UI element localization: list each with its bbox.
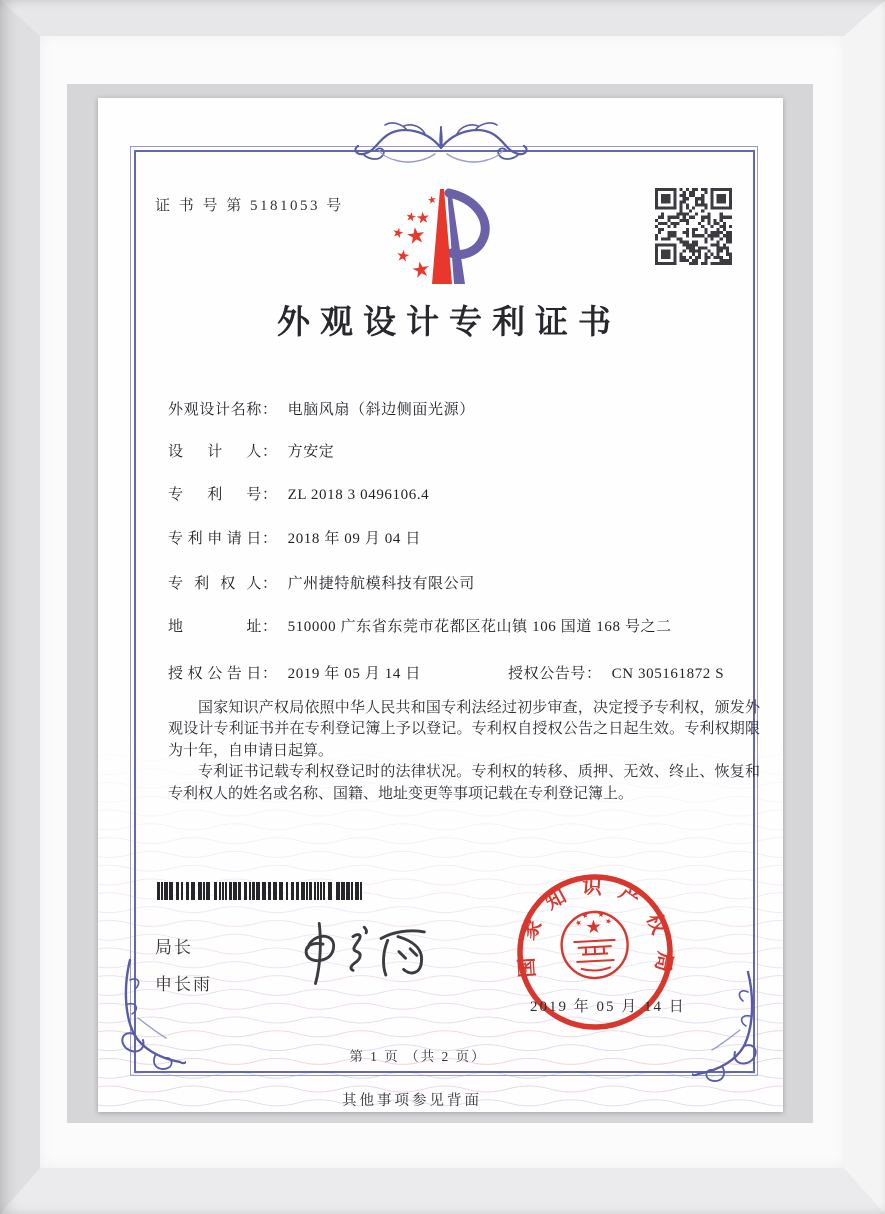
signer-block [155, 933, 212, 1007]
bottom-right-ornament [692, 970, 762, 1090]
field-row-patent-number [168, 483, 429, 504]
field-label: 专 利 号 [168, 487, 262, 503]
field-colon: ： [262, 619, 278, 635]
field-value: CN 305161872 S [611, 666, 725, 682]
field-value: 510000 广东省东莞市花都区花山镇 106 国道 168 号之二 [287, 619, 672, 635]
field-colon: ： [262, 531, 278, 547]
field-label: 地 址 [168, 619, 262, 635]
field-value: ZL 2018 3 0496106.4 [287, 487, 430, 503]
paragraph-register-statement: 专利证书记载专利权登记时的法律状况。专利权的转移、质押、无效、终止、恢复和专利权人的姓名或名称、国籍、地址变更等事项记载在专利登记簿上。 [168, 764, 760, 802]
field-row-design-name [168, 398, 475, 419]
signer-title: 局长 [155, 938, 193, 957]
field-colon: ： [262, 487, 278, 503]
logo-stars [392, 195, 437, 278]
field-colon: ： [262, 666, 278, 682]
field-label: 专 利 权 人 [168, 576, 262, 592]
seal-text: 国家知识产权局 [515, 875, 677, 989]
top-border-ornament [351, 120, 531, 172]
field-label: 授权公告号 [508, 666, 587, 682]
field-colon: ： [586, 666, 602, 682]
certificate-number: 证 书 号 第 5181053 号 [155, 198, 344, 214]
certificate-title: 外观设计专利证书 [277, 305, 621, 341]
certificate-paper [98, 98, 783, 1112]
field-label: 外观设计名称 [168, 402, 262, 418]
cnipa-logo [385, 183, 497, 290]
qr-code [655, 188, 732, 265]
signer-name: 申长雨 [155, 975, 212, 994]
field-label: 设 计 人 [168, 444, 262, 460]
field-value: 2019 年 05 月 14 日 [287, 666, 421, 682]
field-value: 2018 年 09 月 04 日 [287, 531, 421, 547]
field-value: 方安定 [287, 444, 335, 460]
field-row-filing-date [168, 527, 421, 548]
field-label: 授权公告日 [168, 666, 262, 682]
paragraph-grant-statement: 国家知识产权局依照中华人民共和国专利法经过初步审查，决定授予专利权，颁发外观设计专利证书并在专利登记簿上予以登记。专利权自授权公告之日起生效。专利权期限为十年，自申请日起算。 [168, 700, 760, 759]
legal-paragraphs [168, 698, 760, 805]
page-info: 第 1 页 （共 2 页） [349, 1049, 487, 1064]
signature-shen-changyu [288, 916, 463, 991]
field-colon: ： [262, 444, 278, 460]
barcode [157, 882, 363, 900]
field-row-designer [168, 440, 334, 461]
field-row-address [168, 615, 672, 636]
field-colon: ： [262, 576, 278, 592]
seal-date: 2019 年 05 月 14 日 [530, 999, 686, 1015]
field-label: 专利申请日 [168, 531, 262, 547]
back-note: 其他事项参见背面 [342, 1093, 482, 1109]
field-value: 广州捷特航模科技有限公司 [287, 576, 475, 592]
field-value: 电脑风扇（斜边侧面光源） [287, 402, 475, 418]
field-row-patentee [168, 572, 475, 593]
national-emblem [560, 910, 629, 980]
field-row-grant-date [168, 662, 421, 683]
field-colon: ： [262, 402, 278, 418]
field-row-grant-number [508, 662, 724, 683]
